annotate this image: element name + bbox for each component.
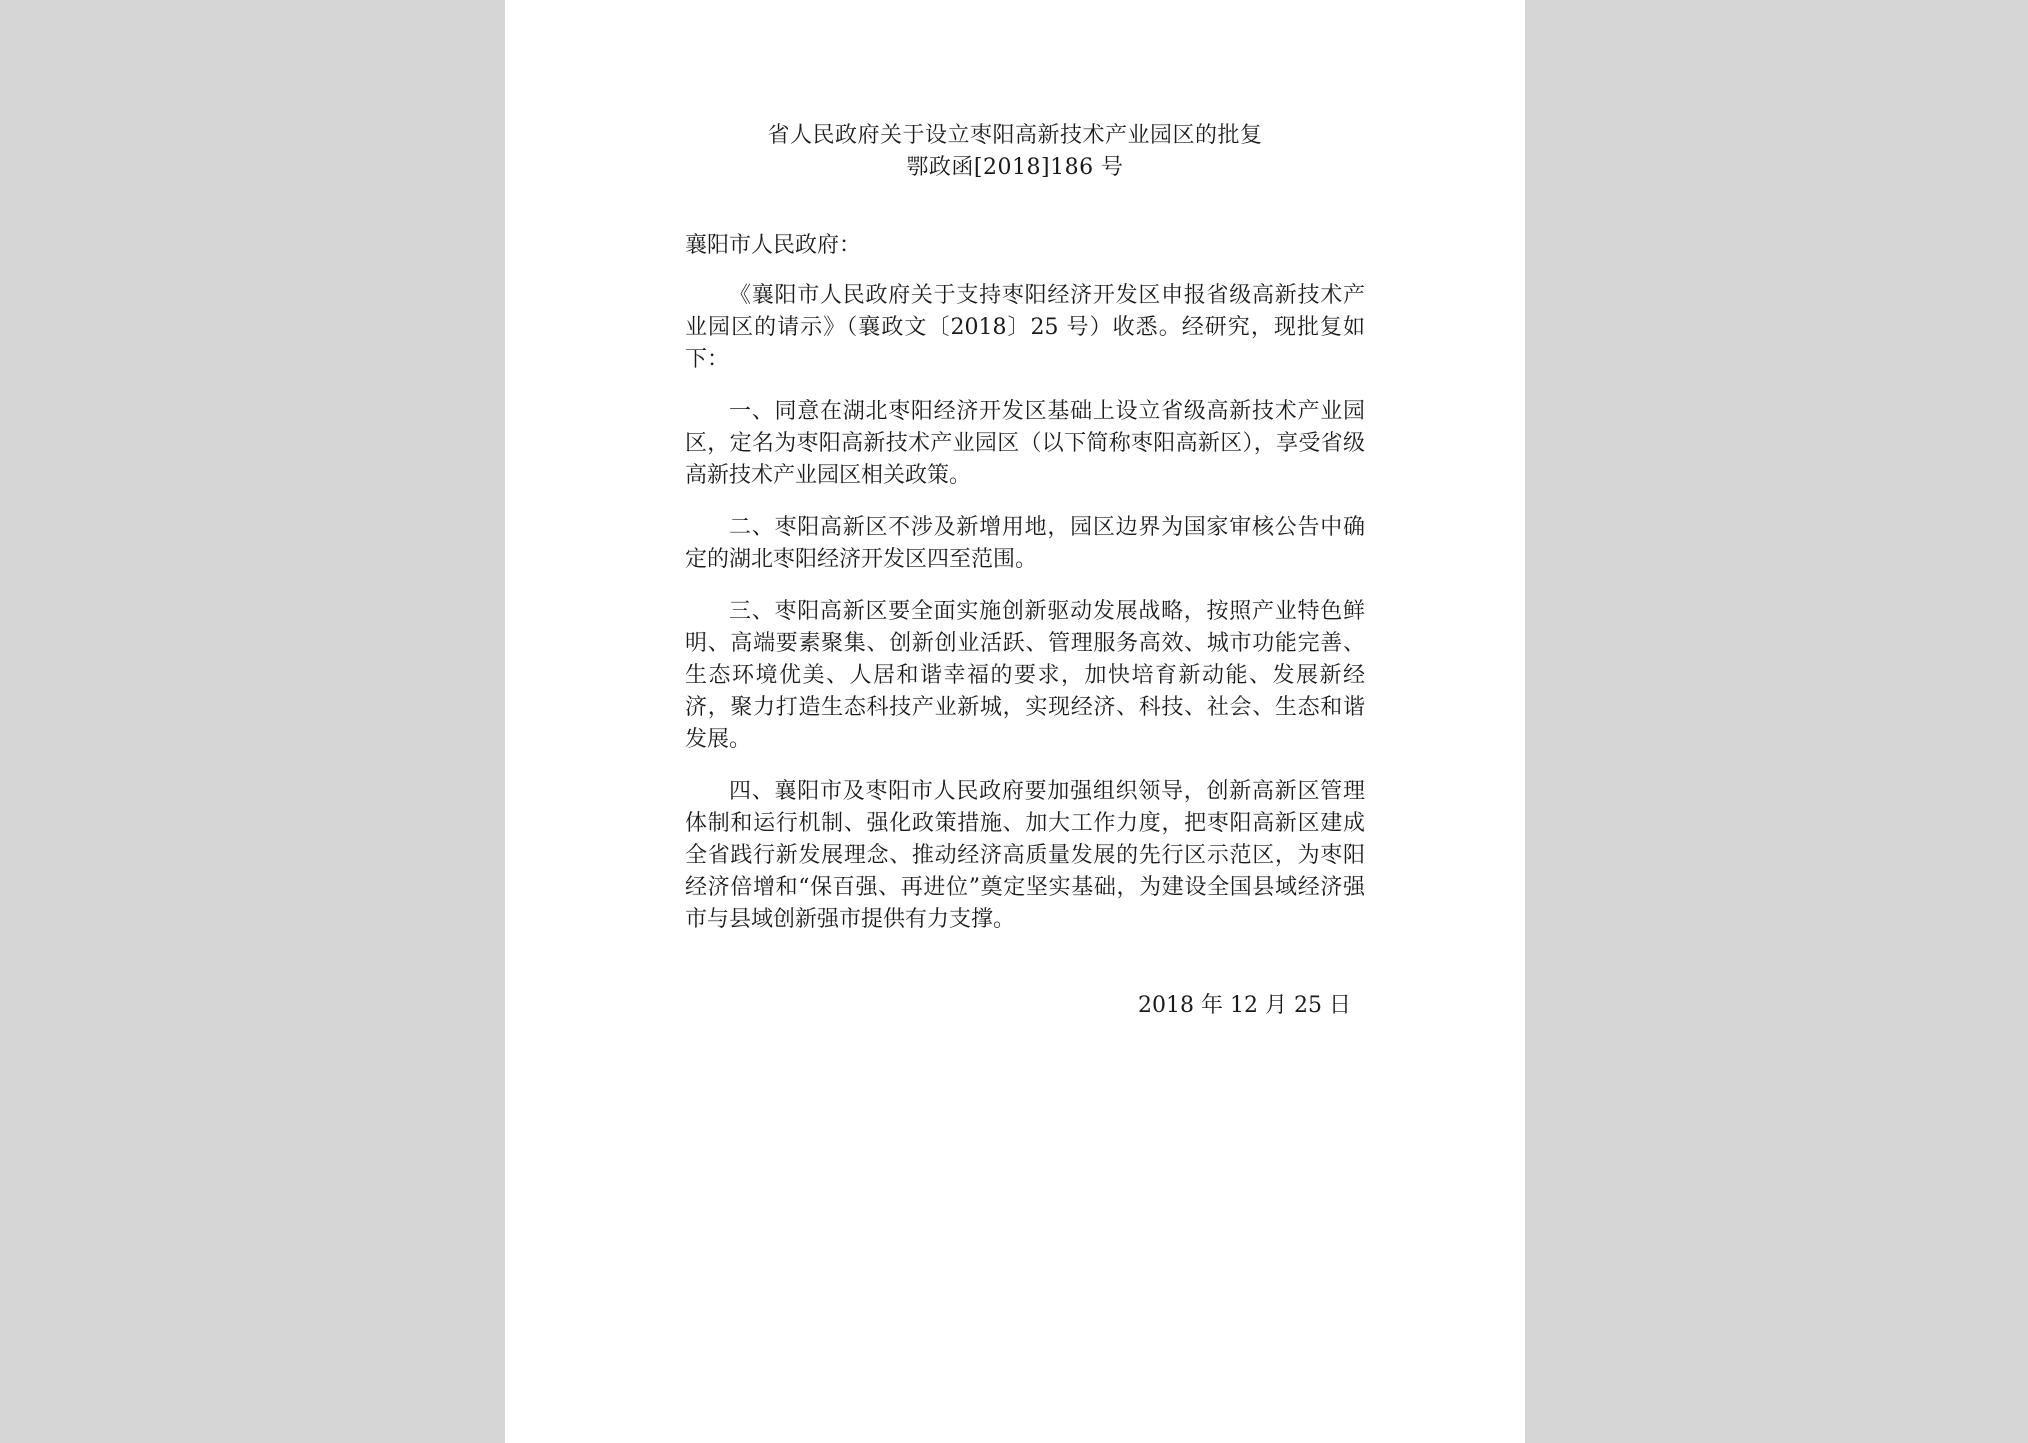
salutation: 襄阳市人民政府：	[685, 233, 862, 258]
issue-date: 2018 年 12 月 25 日	[1138, 993, 1351, 1018]
paragraph-item-1: 一、同意在湖北枣阳经济开发区基础上设立省级高新技术产业园区，定名为枣阳高新技术产业园区（以下简称枣阳高新区），享受省级高新技术产业园区相关政策。	[685, 399, 1365, 488]
paragraph-item-2: 二、枣阳高新区不涉及新增用地，园区边界为国家审核公告中确定的湖北枣阳经济开发区四至范围。	[685, 515, 1365, 572]
document-page	[505, 0, 1525, 1443]
document-header	[505, 120, 1525, 184]
paragraph-item-4: 四、襄阳市及枣阳市人民政府要加强组织领导，创新高新区管理体制和运行机制、强化政策措施、加大工作力度，把枣阳高新区建成全省践行新发展理念、推动经济高质量发展的先行区示范区，为枣阳经济倍增和“保百强、再进位”奠定坚实基础，为建设全国县域经济强市与县域创新强市提供有力支撑。	[685, 779, 1365, 932]
document-title: 省人民政府关于设立枣阳高新技术产业园区的批复	[767, 123, 1263, 148]
paragraph-intro: 《襄阳市人民政府关于支持枣阳经济开发区申报省级高新技术产业园区的请示》（襄政文〔2018〕25 号）收悉。经研究，现批复如下：	[685, 283, 1365, 372]
paragraph-item-3: 三、枣阳高新区要全面实施创新驱动发展战略，按照产业特色鲜明、高端要素聚集、创新创业活跃、管理服务高效、城市功能完善、生态环境优美、人居和谐幸福的要求，加快培育新动能、发展新经济，聚力打造生态科技产业新城，实现经济、科技、社会、生态和谐发展。	[685, 599, 1365, 752]
document-number: 鄂政函[2018]186 号	[906, 155, 1124, 180]
document-body	[685, 230, 1365, 956]
